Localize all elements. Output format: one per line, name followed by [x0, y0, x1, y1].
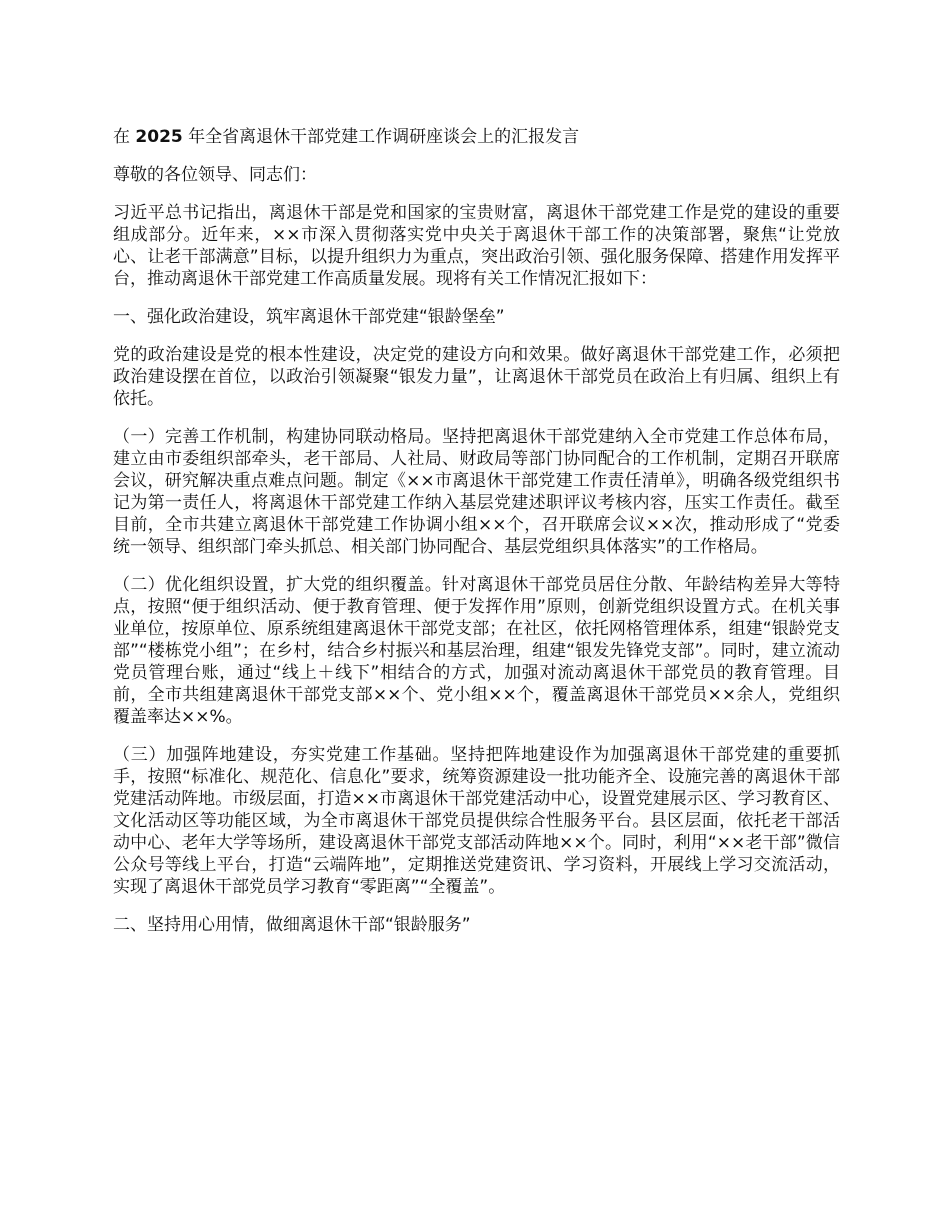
document-title [113, 126, 840, 148]
section-heading-2: 二、坚持用心用情，做细离退休干部“银龄服务” [113, 915, 471, 935]
document-page [113, 126, 840, 952]
section-1-item-1: （一）完善工作机制，构建协同联动格局。坚持把离退休干部党建纳入全市党建工作总体布局，建立由市委组织部牵头，老干部局、人社局、财政局等部门协同配合的工作机制，定期召开联席会议，研究解决重点难点问题。制定《××市离退休干部党建工作责任清单》，明确各级党组织书记为第一责任人，将离退休干部党建工作纳入基层党建述职评议考核内容，压实工作责任。截至目前，全市共建立离退休干部党建工作协调小组××个，召开联席会议××次，推动形成了“党委统一领导、组织部门牵头抓总、相关部门协同配合、基层党组织具体落实”的工作格局。 [113, 427, 840, 557]
title-prefix: 在 [113, 127, 130, 147]
title-year: 2025 [135, 127, 183, 147]
section-heading-1: 一、强化政治建设，筑牢离退休干部党建“银龄堡垒” [113, 307, 505, 327]
greeting: 尊敬的各位领导、同志们： [113, 165, 317, 185]
section-1-intro: 党的政治建设是党的根本性建设，决定党的建设方向和效果。做好离退休干部党建工作，必须把政治建设摆在首位，以政治引领凝聚“银发力量”，让离退休干部党员在政治上有归属、组织上有依托。 [113, 345, 840, 409]
intro-paragraph: 习近平总书记指出，离退休干部是党和国家的宝贵财富，离退休干部党建工作是党的建设的重要组成部分。近年来，××市深入贯彻落实党中央关于离退休干部工作的决策部署，聚焦“让党放心、让老干部满意”目标，以提升组织力为重点，突出政治引领、强化服务保障、搭建作用发挥平台，推动离退休干部党建工作高质量发展。现将有关工作情况汇报如下： [113, 203, 840, 289]
section-1-item-3: （三）加强阵地建设，夯实党建工作基础。坚持把阵地建设作为加强离退休干部党建的重要抓手，按照“标准化、规范化、信息化”要求，统筹资源建设一批功能齐全、设施完善的离退休干部党建活动阵地。市级层面，打造××市离退休干部党建活动中心，设置党建展示区、学习教育区、文化活动区等功能区域，为全市离退休干部党员提供综合性服务平台。县区层面，依托老干部活动中心、老年大学等场所，建设离退休干部党支部活动阵地××个。同时，利用“××老干部”微信公众号等线上平台，打造“云端阵地”，定期推送党建资讯、学习资料，开展线上学习交流活动，实现了离退休干部党员学习教育“零距离”“全覆盖”。 [113, 745, 840, 897]
title-suffix: 年全省离退休干部党建工作调研座谈会上的汇报发言 [188, 127, 580, 147]
section-1-item-2: （二）优化组织设置，扩大党的组织覆盖。针对离退休干部党员居住分散、年龄结构差异大等特点，按照“便于组织活动、便于教育管理、便于发挥作用”原则，创新党组织设置方式。在机关事业单位，按原单位、原系统组建离退休干部党支部；在社区，依托网格管理体系，组建“银龄党支部”“楼栋党小组”；在乡村，结合乡村振兴和基层治理，组建“银发先锋党支部”。同时，建立流动党员管理台账，通过“线上＋线下”相结合的方式，加强对流动离退休干部党员的教育管理。目前，全市共组建离退休干部党支部××个、党小组××个，覆盖离退休干部党员××余人，党组织覆盖率达××%。 [113, 575, 840, 727]
